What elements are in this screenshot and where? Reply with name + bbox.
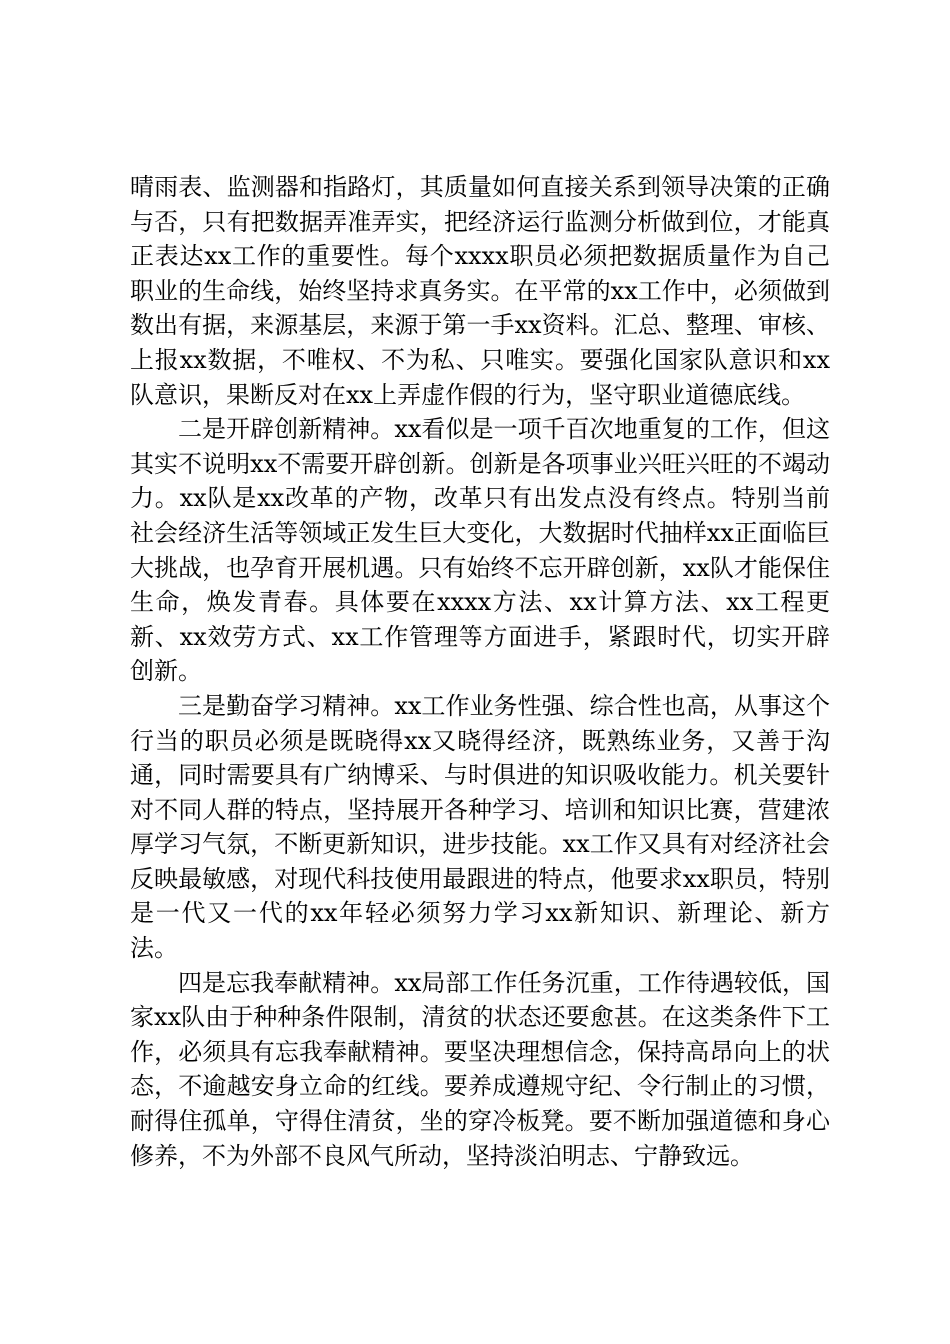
paragraph-dedication-spirit: 四是忘我奉献精神。xx局部工作任务沉重，工作待遇较低，国家xx队由于种种条件限制，清贫的状态还要愈甚。在这类条件下工作，必须具有忘我奉献精神。要坚决理想信念，保持高昂向上的状态，不逾越安身立命的红线。要养成遵规守纪、令行制止的习惯，耐得住孤单，守得住清贫，坐的穿冷板凳。要不断加强道德和身心修养，不为外部不良风气所动，坚持淡泊明志、宁静致远。 — [130, 968, 830, 1170]
document-body — [130, 170, 830, 1173]
paragraph-learning-spirit: 三是勤奋学习精神。xx工作业务性强、综合性也高，从事这个行当的职员必须是既晓得xx又晓得经济，既熟练业务，又善于沟通，同时需要具有广纳博采、与时俱进的知识吸收能力。机关要针对不同人群的特点，坚持展开各种学习、培训和知识比赛，营建浓厚学习气氛，不断更新知识，进步技能。xx工作又具有对经济社会反映最敏感，对现代科技使用最跟进的特点，他要求xx职员，特别是一代又一代的xx年轻必须努力学习xx新知识、新理论、新方法。 — [130, 691, 830, 963]
paragraph-continuation: 晴雨表、监测器和指路灯，其质量如何直接关系到领导决策的正确与否，只有把数据弄准弄实，把经济运行监测分析做到位，才能真正表达xx工作的重要性。每个xxxx职员必须把数据质量作为自己职业的生命线，始终坚持求真务实。在平常的xx工作中，必须做到数出有据，来源基层，来源于第一手xx资料。汇总、整理、审核、上报xx数据，不唯权、不为私、只唯实。要强化国家队意识和xx队意识，果断反对在xx上弄虚作假的行为，坚守职业道德底线。 — [130, 173, 830, 409]
paragraph-innovation-spirit: 二是开辟创新精神。xx看似是一项千百次地重复的工作，但这其实不说明xx不需要开辟创新。创新是各项事业兴旺兴旺的不竭动力。xx队是xx改革的产物，改革只有出发点没有终点。特别当前社会经济生活等领域正发生巨大变化，大数据时代抽样xx正面临巨大挑战，也孕育开展机遇。只有始终不忘开辟创新，xx队才能保住生命，焕发青春。具体要在xxxx方法、xx计算方法、xx工程更新、xx效劳方式、xx工作管理等方面进手，紧跟时代，切实开辟创新。 — [130, 415, 830, 686]
